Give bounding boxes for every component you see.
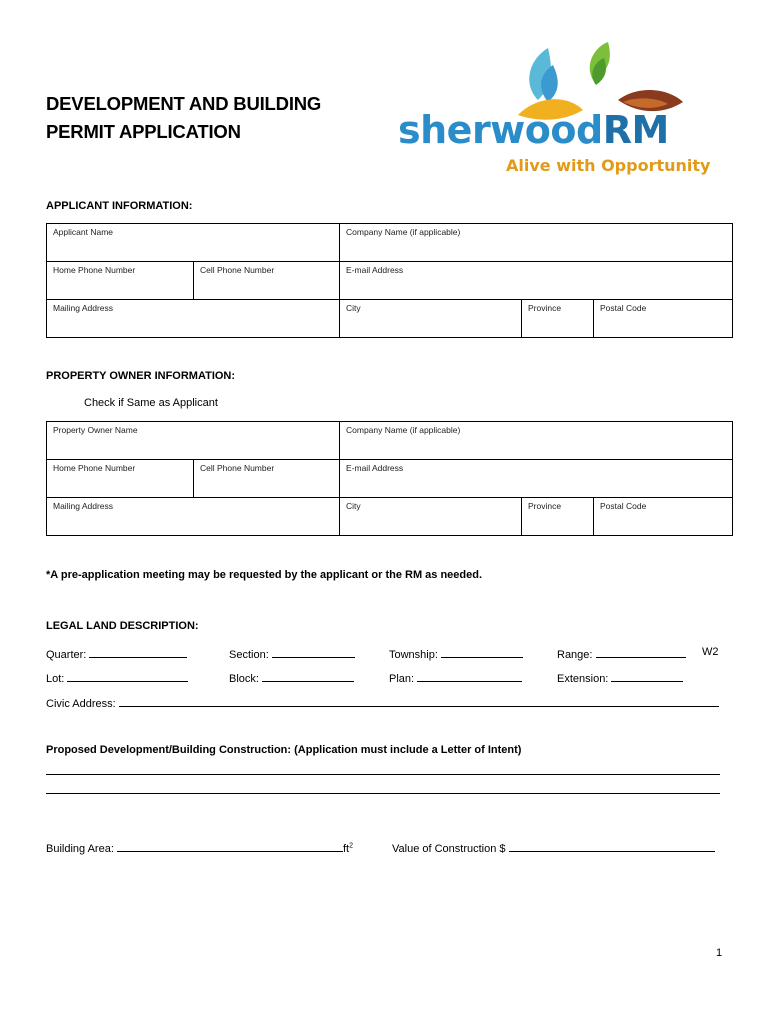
value-of-construction-label: Value of Construction $ (392, 843, 506, 855)
owner-province-field[interactable]: Province (522, 498, 594, 536)
plan-label: Plan: (389, 673, 415, 685)
owner-city-field[interactable]: City (340, 498, 522, 536)
applicant-mailing-field[interactable]: Mailing Address (47, 300, 340, 338)
same-as-applicant-checkbox[interactable] (84, 397, 218, 409)
township-label: Township: (389, 649, 438, 661)
block-field[interactable] (229, 670, 354, 685)
applicant-home-phone-field[interactable]: Home Phone Number (47, 262, 194, 300)
legal-heading: LEGAL LAND DESCRIPTION: (46, 620, 199, 632)
owner-table (46, 421, 733, 536)
quarter-field[interactable] (46, 646, 187, 661)
owner-home-phone-field[interactable]: Home Phone Number (47, 460, 194, 498)
title-line-2: PERMIT APPLICATION (46, 121, 241, 142)
page-number: 1 (716, 947, 723, 959)
building-area-field[interactable] (46, 840, 353, 855)
applicant-name-field[interactable]: Applicant Name (47, 224, 340, 262)
lot-field[interactable] (46, 670, 188, 685)
brand-second: RM (602, 108, 669, 152)
range-label: Range: (557, 649, 593, 661)
proposed-line-1[interactable] (46, 774, 720, 775)
extension-field[interactable] (557, 670, 683, 685)
block-label: Block: (229, 673, 259, 685)
quarter-label: Quarter: (46, 649, 87, 661)
proposed-line-2[interactable] (46, 793, 720, 794)
owner-postal-field[interactable]: Postal Code (594, 498, 733, 536)
logo (398, 40, 738, 180)
owner-mailing-field[interactable]: Mailing Address (47, 498, 340, 536)
owner-cell-phone-field[interactable]: Cell Phone Number (194, 460, 340, 498)
value-of-construction-field[interactable] (392, 840, 715, 855)
owner-heading: PROPERTY OWNER INFORMATION: (46, 370, 236, 382)
section-label: Section: (229, 649, 269, 661)
civic-address-label: Civic Address: (46, 698, 116, 710)
applicant-province-field[interactable]: Province (522, 300, 594, 338)
applicant-cell-phone-field[interactable]: Cell Phone Number (194, 262, 340, 300)
owner-company-field[interactable]: Company Name (if applicable) (340, 422, 733, 460)
township-field[interactable] (389, 646, 523, 661)
applicant-postal-field[interactable]: Postal Code (594, 300, 733, 338)
brand-name (398, 108, 669, 152)
area-unit: ft (342, 843, 350, 855)
area-unit-sup: 2 (349, 842, 353, 850)
extension-label: Extension: (557, 673, 609, 685)
applicant-email-field[interactable]: E-mail Address (340, 262, 733, 300)
applicant-city-field[interactable]: City (340, 300, 522, 338)
lot-label: Lot: (46, 673, 65, 685)
pre-application-note: *A pre-application meeting may be requested by the applicant or the RM as needed. (46, 569, 483, 581)
meridian-label: W2 (702, 646, 719, 658)
brand-tagline: Alive with Opportunity (506, 156, 711, 175)
owner-name-field[interactable]: Property Owner Name (47, 422, 340, 460)
building-area-label: Building Area: (46, 843, 114, 855)
applicant-table (46, 223, 733, 338)
plan-field[interactable] (389, 670, 522, 685)
title-line-1: DEVELOPMENT AND BUILDING (46, 93, 322, 114)
proposed-heading: Proposed Development/Building Construction: (Application must include a Letter of Intent) (46, 744, 522, 756)
applicant-heading: APPLICANT INFORMATION: (46, 200, 193, 212)
owner-email-field[interactable]: E-mail Address (340, 460, 733, 498)
range-field[interactable] (557, 646, 686, 661)
page-title (46, 90, 321, 146)
brand-first: sherwood (398, 108, 603, 152)
same-as-applicant-label: Check if Same as Applicant (84, 397, 218, 409)
section-field[interactable] (229, 646, 355, 661)
applicant-company-field[interactable]: Company Name (if applicable) (340, 224, 733, 262)
civic-address-field[interactable] (46, 695, 719, 710)
